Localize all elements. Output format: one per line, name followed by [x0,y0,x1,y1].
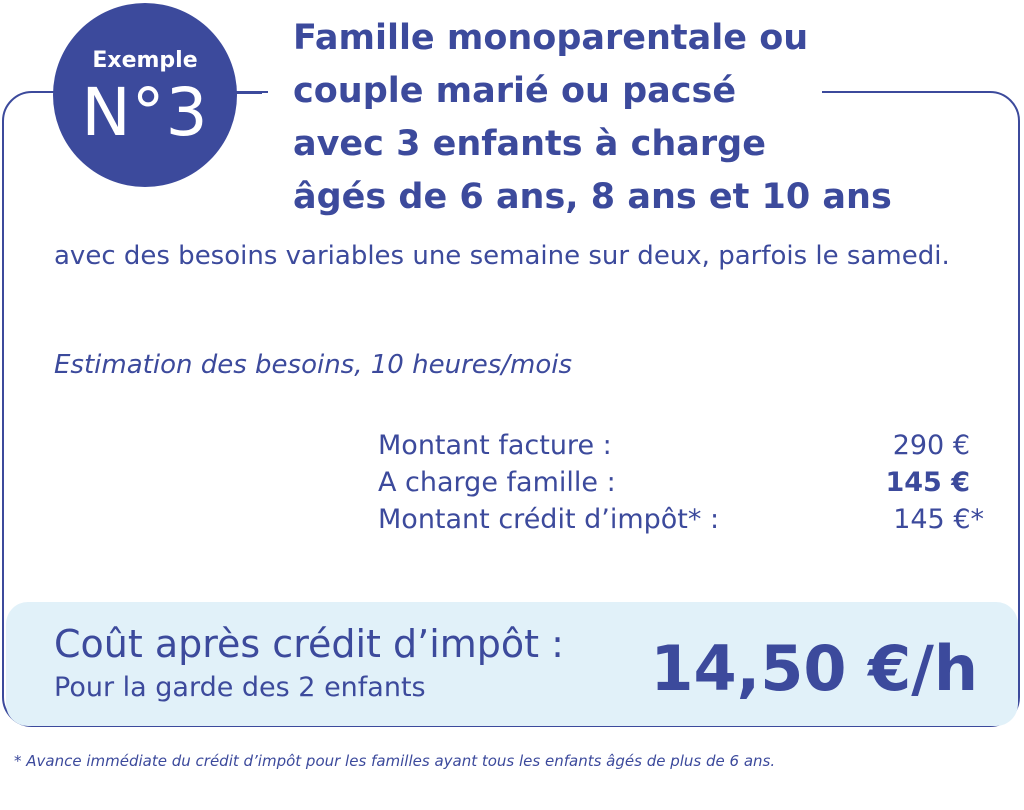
badge-label: Exemple [92,48,198,73]
amount-label-family-charge: A charge famille : [378,467,616,498]
amount-label-tax-credit: Montant crédit d’impôt* : [378,504,720,535]
amount-value-tax-credit: 145 €* [893,504,984,535]
cost-subtitle: Pour la garde des 2 enfants [54,672,426,703]
badge-number: N°3 [81,74,209,151]
estimate-text: Estimation des besoins, 10 heures/mois [54,350,573,380]
title-line-3: avec 3 enfants à charge [293,124,766,164]
cost-title: Coût après crédit d’impôt : [54,622,564,666]
title-line-4: âgés de 6 ans, 8 ans et 10 ans [293,177,892,217]
page-title [293,12,933,224]
cost-value: 14,50 €/h [650,632,978,705]
title-line-1: Famille monoparentale ou [293,18,809,58]
title-line-2: couple marié ou pacsé [293,71,737,111]
amount-value-invoice: 290 € [892,430,970,461]
description: avec des besoins variables une semaine sur deux, parfois le samedi. [54,241,950,271]
example-badge [53,3,237,187]
amount-value-family-charge: 145 € [885,467,970,498]
footnote: * Avance immédiate du crédit d’impôt pour les familles ayant tous les enfants âgés de plus de 6 ans. [14,752,776,770]
amount-label-invoice: Montant facture : [378,430,612,461]
